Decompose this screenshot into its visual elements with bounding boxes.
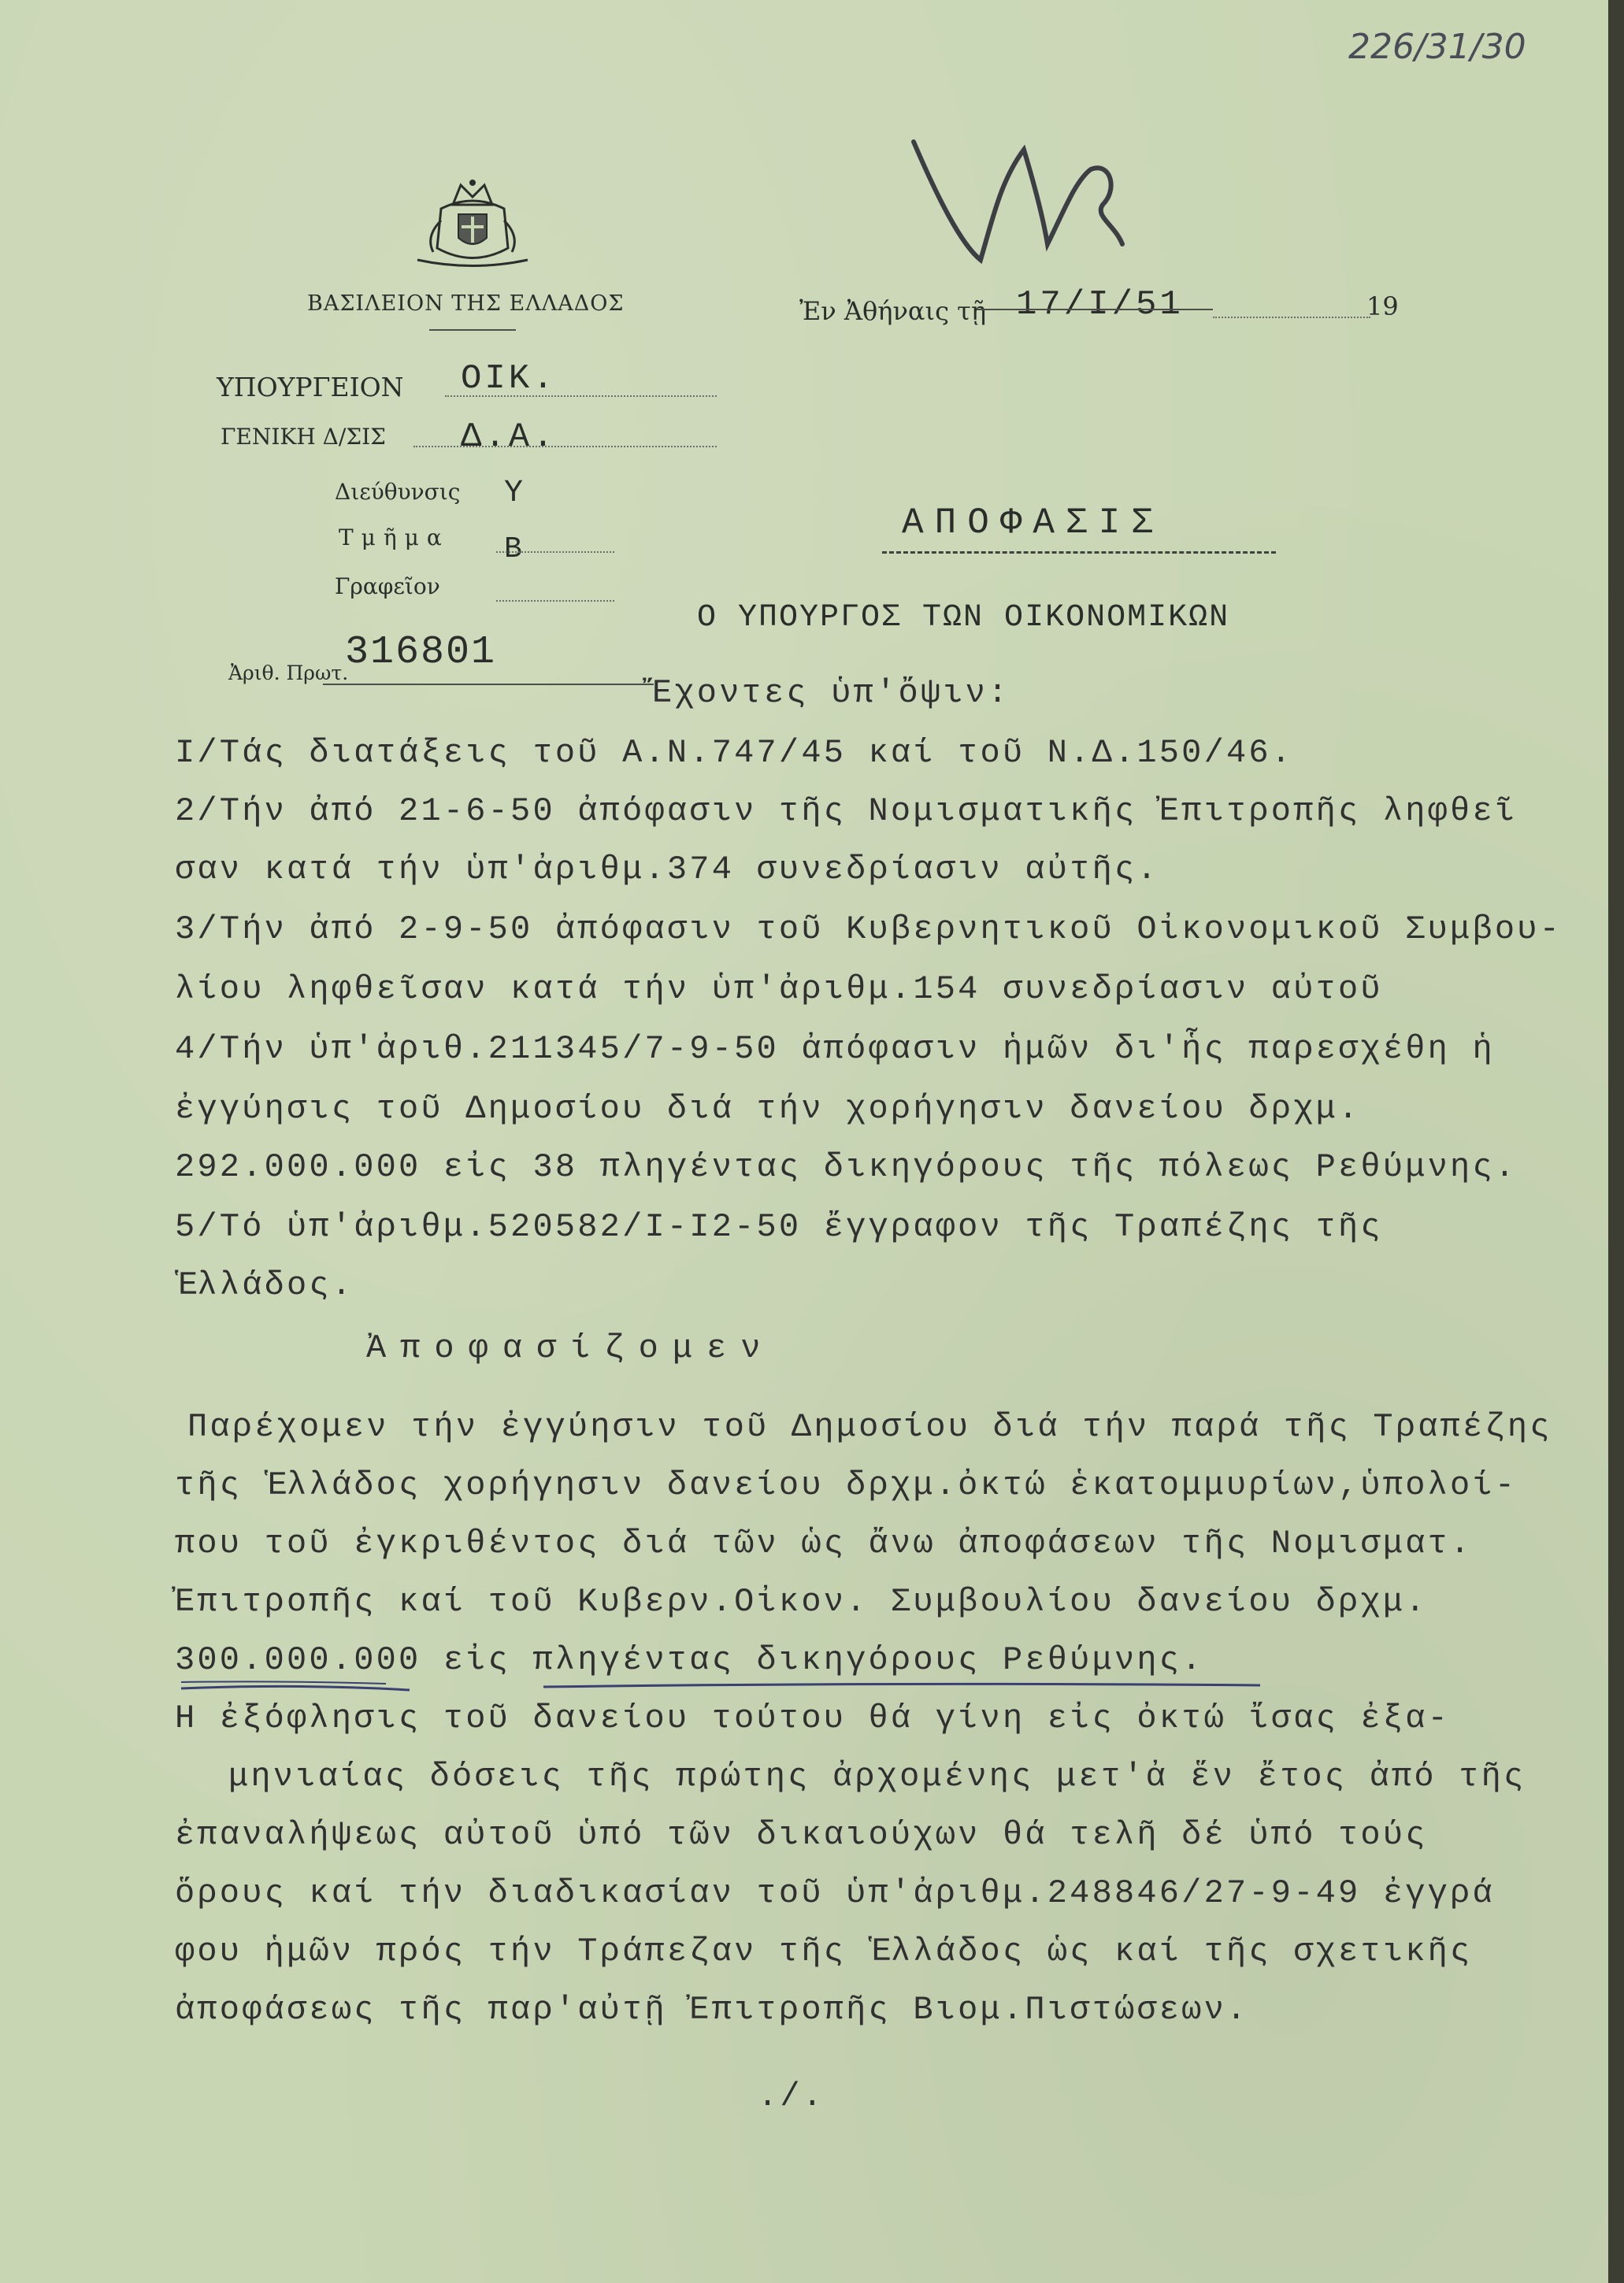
text-line: Η ἐξόφλησις τοῦ δανείου τούτου θά γίνη εἰς ὀκτώ ἴσας ἐξα- (175, 1699, 1451, 1737)
text-line: λίου ληφθεῖσαν κατά τήν ὑπ'ἀριθμ.154 συνεδρίασιν αὐτοῦ (175, 970, 1383, 1008)
protocol-number: 316801 (345, 630, 497, 675)
text-line: Παρέχομεν τήν ἐγγύησιν τοῦ Δημοσίου διά τήν παρά τῆς Τραπέζης (187, 1408, 1552, 1446)
header-divider (429, 329, 516, 331)
text-line: 5/Τό ὑπ'ἀριθμ.520582/I-I2-50 ἔγγραφον τῆς Τραπέζης τῆς (175, 1208, 1383, 1246)
text-line: 4/Τήν ὑπ'ἀριθ.211345/7-9-50 ἀπόφασιν ἡμῶν δι'ἧς παρεσχέθη ἡ (175, 1030, 1495, 1068)
text-line: 3/Τήν ἀπό 2-9-50 ἀπόφασιν τοῦ Κυβερνητικοῦ Οἰκονομικοῦ Συμβου- (175, 910, 1563, 948)
division-value: Υ (504, 476, 527, 511)
text-line: φου ἡμῶν πρός τήν Τράπεζαν τῆς Ἑλλάδος ὡς καί τῆς σχετικῆς (175, 1933, 1473, 1970)
text-line: σαν κατά τήν ὑπ'ἀριθμ.374 συνεδρίασιν αὐτῆς. (175, 851, 1159, 888)
section-label: Τμῆμα (339, 524, 450, 550)
text-line: Ἑλλάδος. (175, 1266, 354, 1304)
kingdom-header: ΒΑΣΙΛΕΙΟΝ ΤΗΣ ΕΛΛΑΔΟΣ (307, 291, 625, 316)
text-line: ἀποφάσεως τῆς παρ'αὐτῇ Ἐπιτροπῆς Βιομ.Πιστώσεων. (175, 1991, 1249, 2029)
archive-number: 226/31/30 (1348, 27, 1526, 67)
section-dots (496, 551, 614, 553)
text-line: ὅρους καί τήν διαδικασίαν τοῦ ὑπ'ἀριθμ.248846/27-9-49 ἐγγρά (175, 1874, 1495, 1912)
text-line: ἐπαναλήψεως αὐτοῦ ὑπό τῶν δικαιούχων θά τελῆ δέ ὑπό τούς (175, 1816, 1428, 1854)
preamble-heading: Ἔχοντες ὑπ'ὄψιν: (652, 674, 1010, 712)
date-value: 17/I/51 (1016, 285, 1184, 324)
title-underline (882, 551, 1276, 554)
text-line: 300.000.000 εἰς πληγέντας δικηγόρους Ρεθύμνης. (175, 1641, 1204, 1679)
office-label: Γραφεῖον (335, 573, 440, 599)
general-directorate-value: Δ.Α. (461, 417, 557, 457)
date-year-prefix: 19 (1366, 291, 1399, 321)
text-line: 292.000.000 εἰς 38 πληγέντας δικηγόρους τῆς πόλεως Ρεθύμνης. (175, 1148, 1518, 1186)
text-line: μηνιαίας δόσεις τῆς πρώτης ἀρχομένης μετ'ἀ ἕν ἔτος ἀπό τῆς (228, 1758, 1526, 1796)
handwritten-underline (181, 1674, 1284, 1706)
issuer: Ο ΥΠΟΥΡΓΟΣ ΤΩΝ ΟΙΚΟΝΟΜΙΚΩΝ (697, 600, 1230, 636)
date-dots (1213, 317, 1370, 318)
handwritten-initials (906, 126, 1134, 276)
continuation-mark: ./. (758, 2077, 825, 2115)
section-value: Β (504, 532, 525, 566)
division-label: Διεύθυνσις (335, 479, 461, 505)
coat-of-arms-icon (410, 173, 536, 276)
protocol-label: Ἀριθ. Πρωτ. (228, 662, 349, 684)
text-line: Ἐπιτροπῆς καί τοῦ Κυβερν.Οἰκον. Συμβουλίου δανείου δρχμ. (175, 1583, 1428, 1621)
resolution-heading: Ἀποφασίζομεν (366, 1329, 775, 1367)
text-line: ἐγγύησις τοῦ Δημοσίου διά τήν χορήγησιν δανείου δρχμ. (175, 1090, 1361, 1128)
date-strike (977, 309, 1213, 310)
ministry-dots (445, 395, 717, 397)
date-label: Ἐν Ἀθήναις τῇ (799, 296, 987, 326)
protocol-underline (323, 684, 654, 685)
text-line: τῆς Ἑλλάδος χορήγησιν δανείου δρχμ.ὀκτώ ἑκατομμυρίων,ὑπολοί- (175, 1466, 1518, 1504)
text-line: 2/Τήν ἀπό 21-6-50 ἀπόφασιν τῆς Νομισματικῆς Ἐπιτροπῆς ληφθεῖ (175, 792, 1518, 830)
document-title: ΑΠΟΦΑΣΙΣ (902, 502, 1164, 543)
ministry-value: ΟΙΚ. (461, 359, 557, 398)
general-directorate-label: ΓΕΝΙΚΗ Δ/ΣΙΣ (221, 424, 386, 450)
text-line: που τοῦ ἐγκριθέντος διά τῶν ὡς ἄνω ἀποφάσεων τῆς Νομισματ. (175, 1525, 1473, 1562)
directorate-dots (413, 446, 717, 447)
ministry-label: ΥΠΟΥΡΓΕΙΟΝ (217, 372, 404, 402)
text-line: I/Τάς διατάξεις τοῦ Α.Ν.747/45 καί τοῦ Ν.Δ.150/46. (175, 734, 1294, 772)
office-dots (496, 600, 614, 602)
